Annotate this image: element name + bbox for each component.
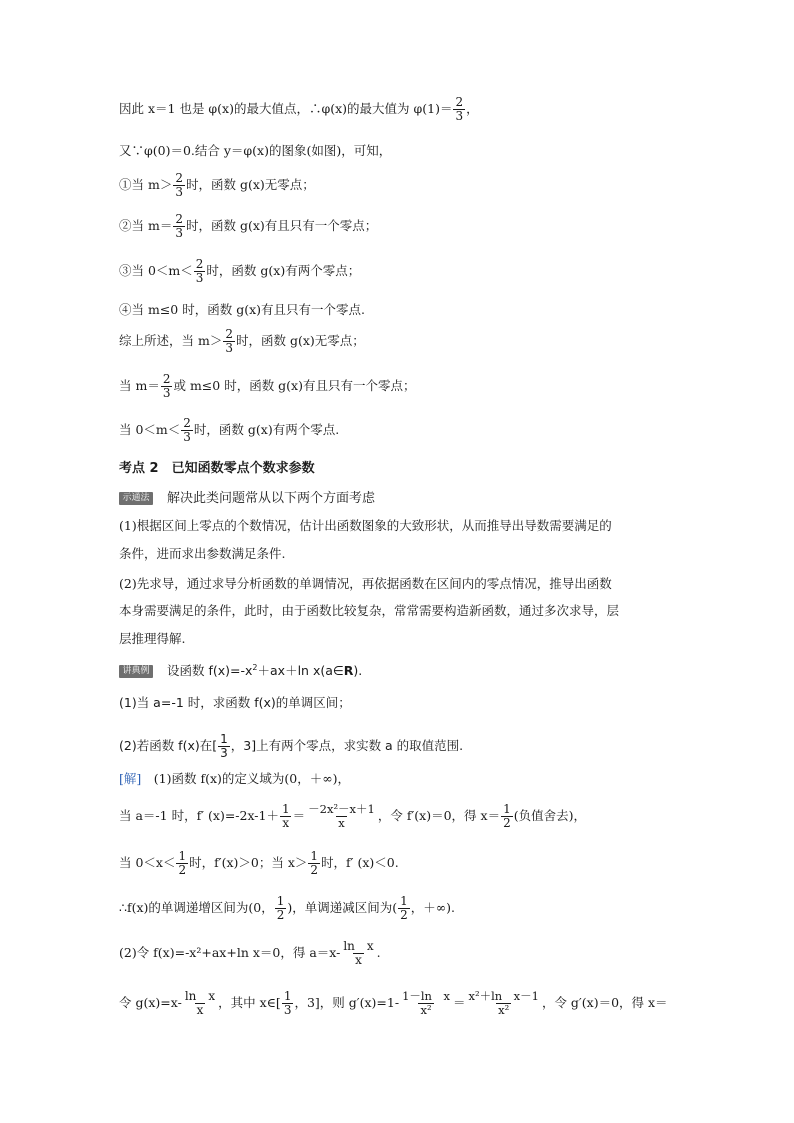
frac-num: 2: [183, 416, 191, 430]
para-1b: 条件，进而求出参数满足条件.: [119, 546, 286, 561]
frac-den: 3: [225, 341, 233, 355]
frac-den: 3: [195, 271, 204, 285]
text: 当 a＝-1 时，f′ (x)=-2x-1＋: [119, 808, 279, 823]
text: 时，函数 g(x)无零点；: [235, 333, 365, 348]
method-title: 解决此类问题常从以下两个方面考虑: [167, 491, 376, 506]
question-1: (1)当 a=-1 时，求函数 f(x)的单调区间；: [119, 695, 351, 710]
text: (2)若函数 f(x)在[: [119, 738, 218, 753]
frac-num: ln x: [184, 989, 216, 1003]
text: 令 g(x)=x-: [119, 995, 182, 1010]
para-2b: 本身需要满足的条件，此时，由于函数比较复杂，常常需要构造新函数，通过多次求导，层: [119, 603, 620, 618]
frac-den: 2: [400, 908, 408, 922]
text-line-5: [119, 258, 360, 285]
frac-num: 2: [225, 327, 233, 341]
fraction-2-3: [173, 172, 185, 199]
fraction-2-3: [194, 258, 206, 285]
text: 时，f′(x)＞0；当 x＞: [189, 855, 308, 870]
frac-num: x²＋ln x－1: [468, 989, 539, 1003]
frac-num: 1: [178, 849, 187, 863]
fraction: [501, 803, 513, 830]
solution-line-1: [119, 771, 350, 787]
text-line-4: [119, 213, 377, 240]
method-badge: 示通法: [119, 492, 153, 505]
fraction: [306, 803, 377, 830]
fraction-2-3: [161, 373, 173, 400]
frac-num: 2: [162, 372, 171, 386]
text: 时，函数 g(x)有且只有一个零点；: [185, 218, 378, 233]
text-line-7: [119, 328, 365, 355]
frac-num: 1: [220, 732, 228, 746]
text: ③当 0＜m＜: [119, 263, 193, 278]
fraction-1-2: [398, 895, 410, 922]
text-line-3: [119, 172, 315, 199]
text: 设函数 f(x)=-x: [167, 663, 253, 679]
frac-den: x²: [498, 1003, 510, 1017]
frac-den: 3: [183, 430, 191, 444]
text: ①当 m＞: [119, 177, 173, 192]
text: ，3]，则 g′(x)=1-: [294, 995, 400, 1010]
fraction-2-3: [223, 328, 235, 355]
solution-line-3: [119, 850, 399, 877]
question-2: [119, 733, 463, 760]
text-line-2: [119, 143, 391, 159]
text: )，单调递减区间为(: [287, 900, 398, 915]
solution-tag: [解]: [119, 771, 142, 786]
text: 当 0＜m＜: [119, 422, 181, 437]
text: ，其中 x∈[: [218, 995, 281, 1010]
para-2a: (2)先求导，通过求导分析函数的单调情况，再依据函数在区间内的零点情况，推导出函数: [119, 576, 612, 591]
fraction-2-3: [181, 417, 193, 444]
text: ，令 f′(x)＝0，得 x＝: [377, 808, 501, 823]
text: (2)令 f(x)=-x²+ax+ln x＝0，得 a＝x-: [119, 945, 341, 960]
frac-num: ln x: [343, 939, 374, 953]
text: 或 m≤0 时，函数 g(x)有且只有一个零点；: [173, 378, 416, 393]
frac-num: 1: [310, 849, 319, 863]
solution-line-4: [119, 895, 455, 922]
method-line: [119, 490, 375, 507]
frac-den: 3: [162, 386, 171, 400]
text: 时，函数 g(x)无零点；: [185, 177, 315, 192]
frac-num: 1: [281, 802, 290, 816]
fraction-1-2: [275, 895, 287, 922]
text: 当 m＝: [119, 378, 160, 393]
fraction-1-2: [308, 850, 320, 877]
frac-num: 1: [283, 989, 292, 1003]
fraction: [466, 990, 540, 1017]
text: 因此 x＝1 也是 φ(x)的最大值点，∴φ(x)的最大值为 φ(1)＝: [119, 101, 453, 116]
fraction: [400, 990, 452, 1017]
frac-den: x²: [420, 1003, 432, 1017]
frac-den: x: [196, 1003, 204, 1017]
frac-num: 1: [503, 802, 511, 816]
frac-den: 3: [175, 226, 183, 240]
solution-line-6: [119, 990, 668, 1017]
fraction-1-3: [218, 733, 230, 760]
frac-num: 2: [455, 95, 464, 109]
section-heading: 考点 2 已知函数零点个数求参数: [119, 461, 315, 476]
text-line-9: [119, 417, 339, 444]
text: 时，f′ (x)＜0.: [321, 855, 399, 870]
fraction-1-2: [176, 850, 188, 877]
text: ，: [466, 101, 479, 116]
frac-den: 2: [178, 863, 187, 877]
text: ，3]上有两个零点，求实数 a 的取值范围.: [230, 738, 464, 753]
frac-num: 2: [195, 257, 204, 271]
frac-den: 3: [455, 109, 464, 123]
text: 又∵φ(0)＝0.结合 y＝φ(x)的图象(如图)，可知，: [119, 143, 392, 158]
fraction-1-3: [282, 990, 294, 1017]
frac-num: 2: [175, 212, 183, 226]
para-1a: (1)根据区间上零点的个数情况，估计出函数图象的大致形状，从而推导出导数需要满足的: [119, 518, 612, 533]
text: 时，函数 g(x)有两个零点.: [193, 422, 340, 437]
fraction: [341, 940, 375, 967]
text-line-8: [119, 373, 415, 400]
frac-den: 3: [220, 746, 228, 760]
text: ，令 g′(x)＝0，得 x＝: [541, 995, 668, 1010]
text: ＋ax＋ln x(a∈: [257, 663, 344, 679]
text-line-6: [119, 302, 365, 318]
real-set-symbol: R: [343, 663, 354, 679]
para-2c: 层推理得解.: [119, 631, 186, 646]
fraction-2-3: [173, 213, 185, 240]
frac-den: x: [338, 816, 345, 830]
text: (1)函数 f(x)的定义域为(0，＋∞)，: [141, 771, 350, 786]
text: 时，函数 g(x)有两个零点；: [206, 263, 361, 278]
example-line: [119, 660, 362, 679]
frac-num: 2: [175, 171, 183, 185]
frac-den: x: [282, 816, 290, 830]
text: 当 0＜x＜: [119, 855, 176, 870]
superscript: 2: [252, 663, 258, 672]
frac-num: 1: [276, 894, 285, 908]
frac-den: 3: [175, 185, 183, 199]
frac-den: 2: [310, 863, 319, 877]
text: ②当 m＝: [119, 218, 173, 233]
fraction: [280, 803, 292, 830]
solution-line-5: [119, 940, 381, 967]
frac-num: 1: [400, 894, 408, 908]
frac-den: 2: [503, 816, 511, 830]
frac-num: 1－ln x: [402, 989, 450, 1003]
frac-den: 2: [276, 908, 285, 922]
text: (负值舍去)，: [513, 808, 586, 823]
text: ＝: [452, 995, 466, 1010]
text: 综上所述，当 m＞: [119, 333, 223, 348]
text: ④当 m≤0 时，函数 g(x)有且只有一个零点.: [119, 302, 365, 317]
text: ∴f(x)的单调递增区间为(0，: [119, 900, 274, 915]
solution-line-2: [119, 803, 586, 830]
text: ，＋∞).: [410, 900, 456, 915]
text: .: [376, 945, 381, 960]
text: ＝: [292, 808, 306, 823]
frac-den: 3: [283, 1003, 292, 1017]
text-line-1: [119, 96, 479, 123]
text: ).: [353, 663, 363, 679]
example-badge: 讲典例: [119, 665, 153, 678]
frac-num: －2x²－x＋1: [308, 802, 375, 816]
fraction: [183, 990, 217, 1017]
fraction-2-3: [453, 96, 465, 123]
frac-den: x: [355, 953, 362, 967]
